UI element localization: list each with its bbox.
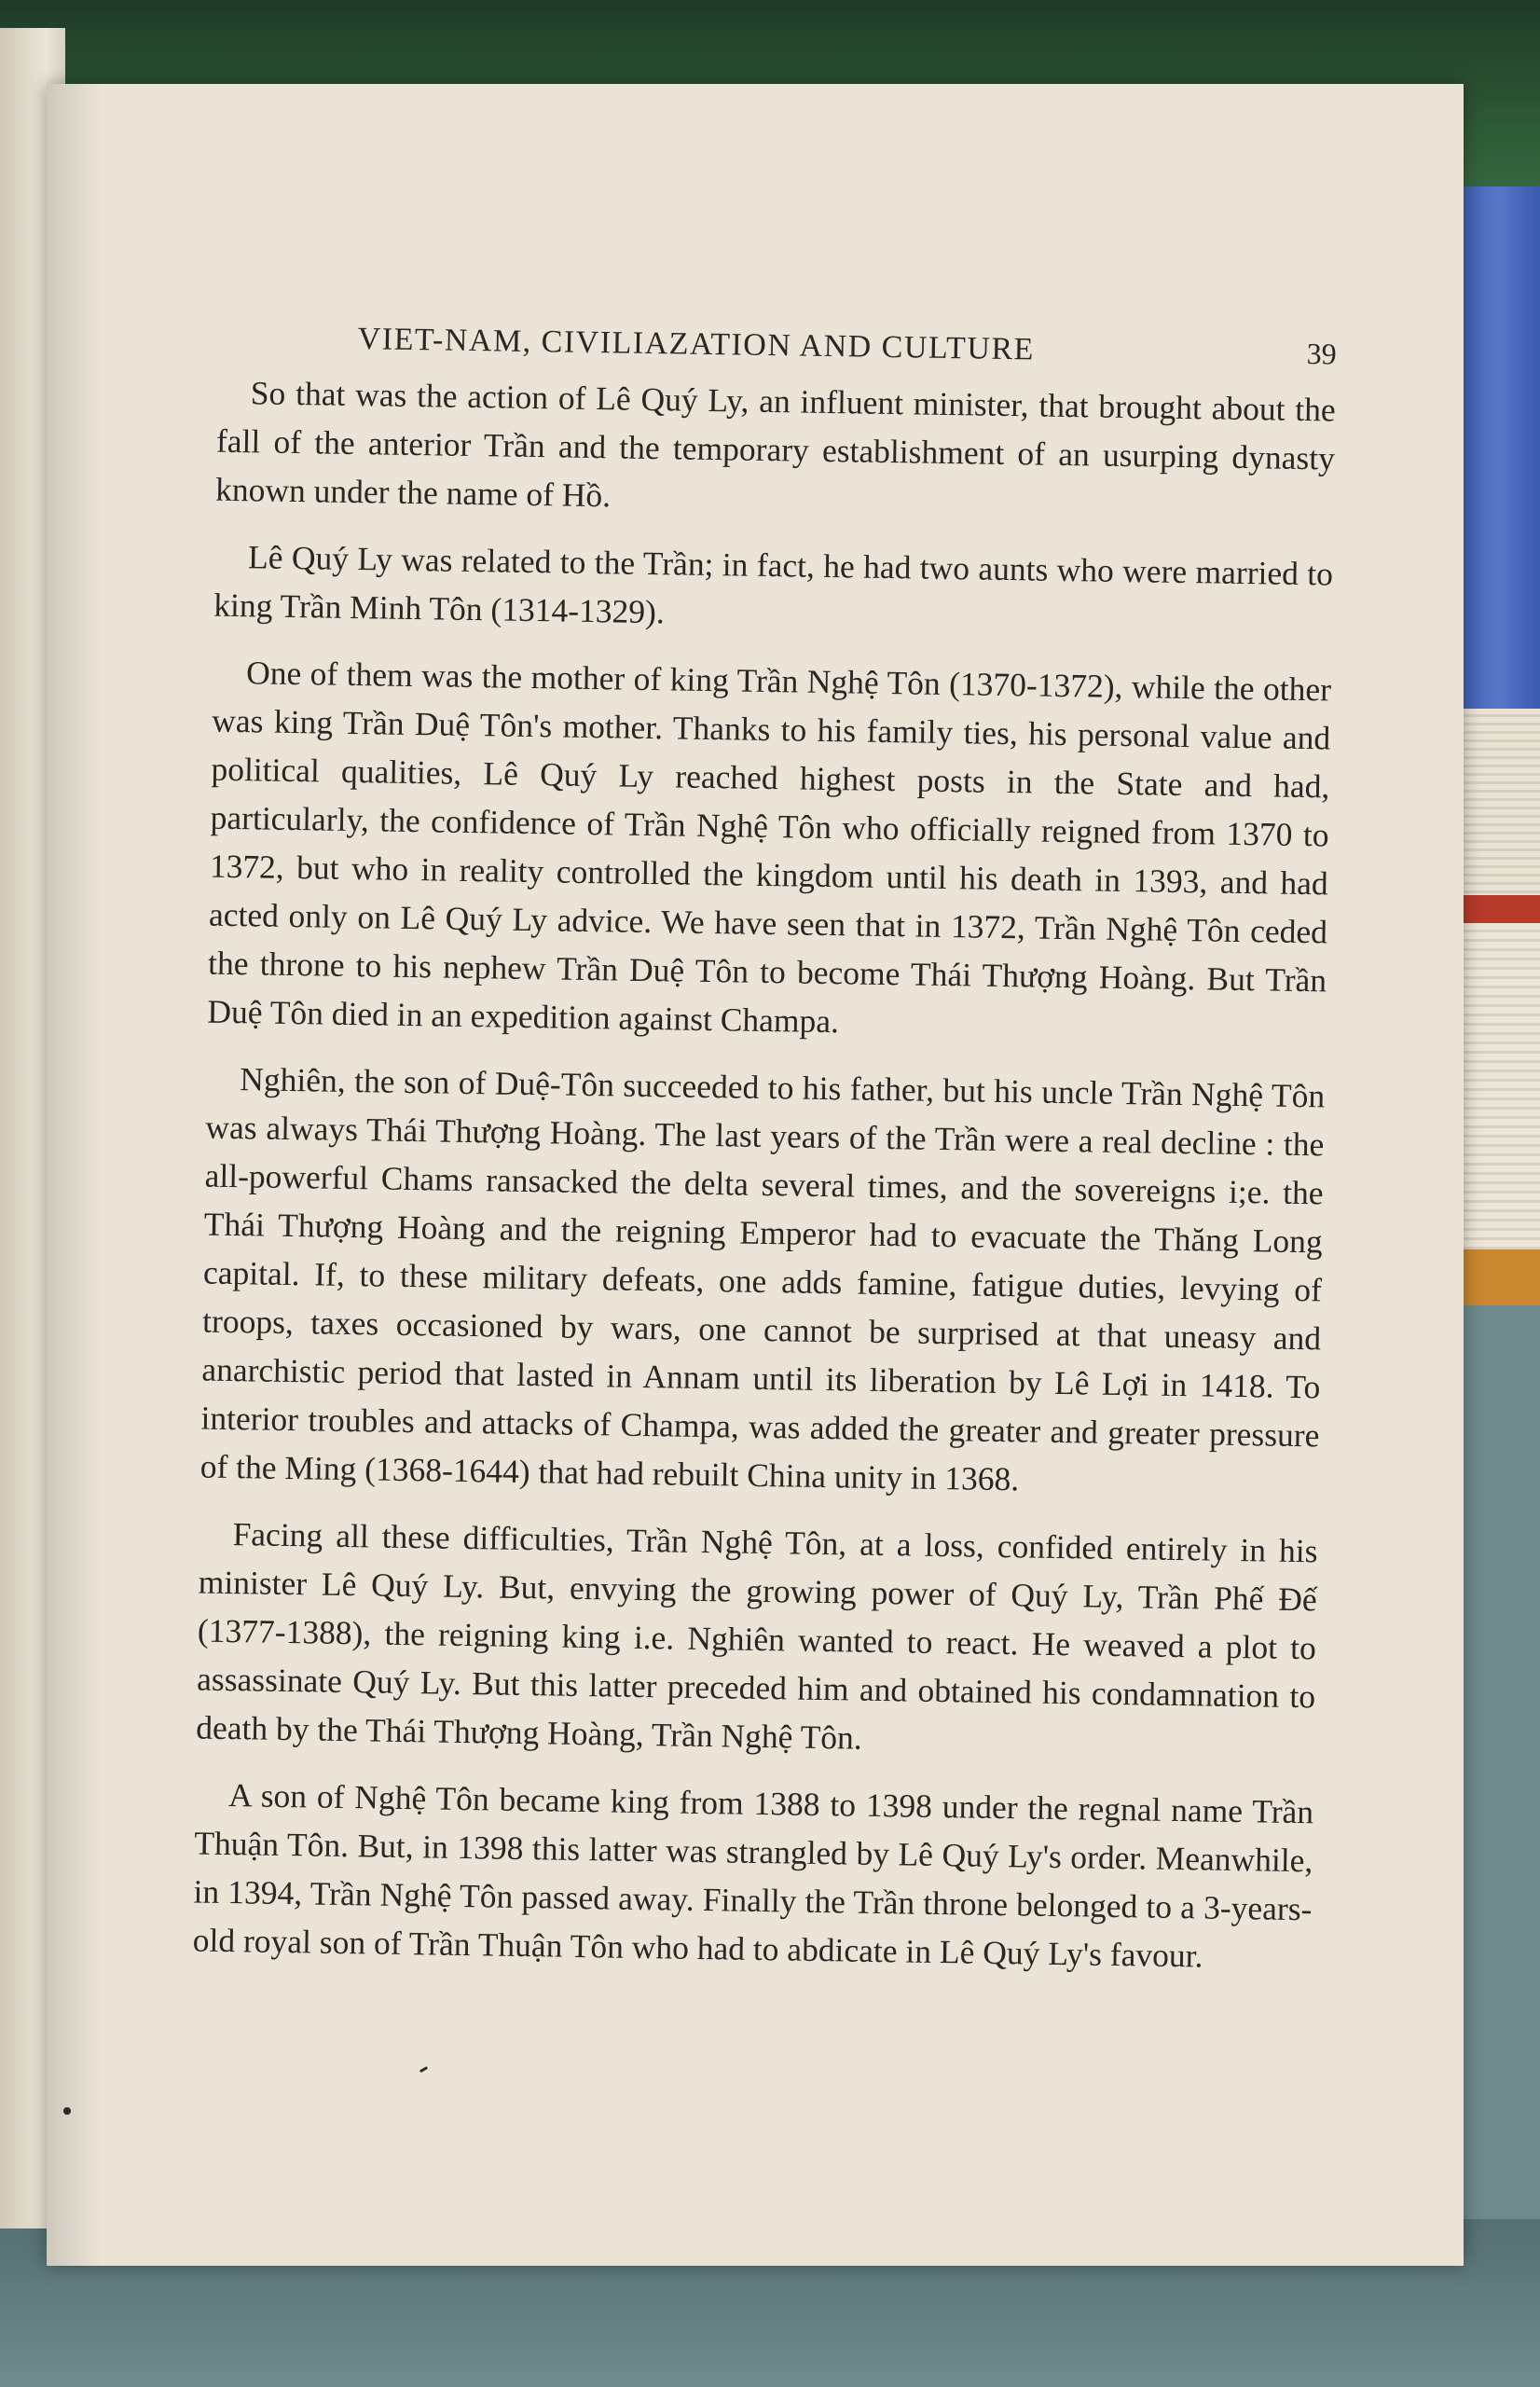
paragraph: Nghiên, the son of Duệ-Tôn succeeded to his father, but his uncle Trần Nghệ Tôn was always Thái Thượng Hoàng. The last years of the Trần were a real decline : the all-powerful Chams ransacked the delta several times, and the sovereigns i;e. the Thái Thượng Hoàng and the reigning Emperor had to evacuate the Thăng Long capital. If, to these military defeats, one adds famine, fatigue duties, levying of troops, taxes occasioned by wars, one cannot be surprised at that uneasy and anarchistic period that lasted in Annam until its liberation by Lê Lợi in 1418. To interior troubles and attacks of Champa, was added the greater and greater pressure of the Ming (1368-1644) that had rebuilt China unity in 1368. (199, 1060, 1326, 1498)
paragraph: So that was the action of Lê Quý Ly, an influent minister, that brought about the fall of the anterior Trần and the temporary establishment of an usurping dynasty known under the name of Hồ. (214, 374, 1337, 515)
paragraph: One of them was the mother of king Trần Nghệ Tôn (1370-1372), while the other was king Trần Duệ Tôn's mother. Thanks to his family ties, his personal value and political qualities, Lê Quý Ly reached highest posts in the State and had, particularly, the confidence of Trần Nghệ Tôn who officially reigned from 1370 to 1372, but who in reality controlled the kingdom until his death in 1393, and had acted only on Lê Quý Ly advice. We have seen that in 1372, Trần Nghệ Tôn ceded the throne to his nephew Trần Duệ Tôn to become Thái Thượng Hoàng. But Trần Duệ Tôn died in an expedition against Champa. (207, 654, 1332, 1041)
running-title: VIET-NAM, CIVILIAZATION AND CULTURE (357, 322, 1036, 367)
paragraph: A son of Nghệ Tôn became king from 1388 to 1398 under the regnal name Trần Thuận Tôn. But, in 1398 this latter was strangled by Lê Quý Ly's order. Meanwhile, in 1394, Trần Nghệ Tôn passed away. Finally the Trần throne belonged to a 3-years-old royal son of Trần Thuận Tôn who had to abdicate in Lê Quý Ly's favour. (192, 1776, 1314, 1975)
paragraph: Facing all these difficulties, Trần Nghệ Tôn, at a loss, confided entirely in his minister Lê Quý Ly. But, envying the growing power of Quý Ly, Trần Phế Đế (1377-1388), the reigning king i.e. Nghiên wanted to react. He weaved a plot to assassinate Quý Ly. But this latter preceded him and obtained his condamnation to death by the Thái Thượng Hoàng, Trần Nghệ Tôn. (196, 1515, 1318, 1757)
ink-speck (63, 2107, 71, 2115)
paragraph: Lê Quý Ly was related to the Trần; in fact, he had two aunts who were married to king Trần Minh Tôn (1314-1329). (213, 538, 1334, 631)
page-content (192, 320, 1337, 2001)
page-number: 39 (1306, 337, 1337, 371)
book-page (47, 84, 1464, 2266)
page-header (217, 320, 1336, 373)
ink-speck (419, 2066, 428, 2073)
